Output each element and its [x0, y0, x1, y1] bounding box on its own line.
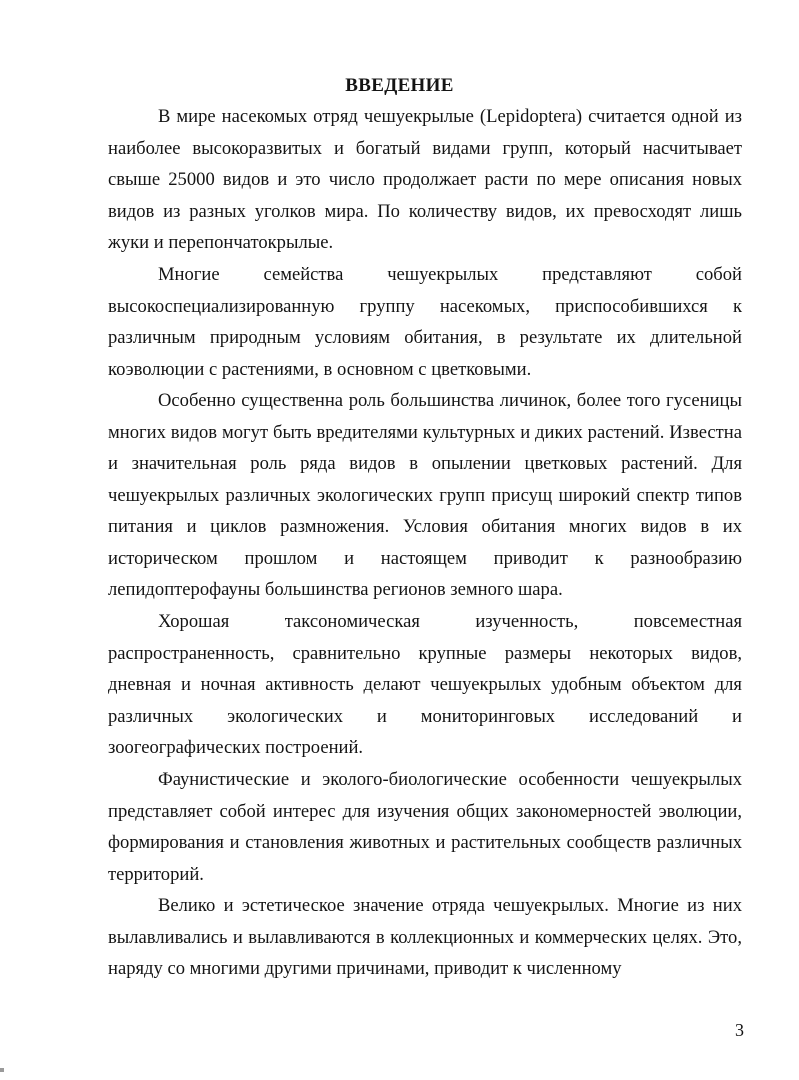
- page-number: 3: [735, 1020, 744, 1040]
- scan-artifact-mark: [0, 1068, 4, 1072]
- paragraph-intro-lepidoptera: В мире насекомых отряд чешуекрылые (Lepidoptera) считается одной из наиболее высокоразвитых и богатый видами групп, который насчитывает свыше 25000 видов и это число продолжает расти по мере описания новых видов из разных уголков мира. По количеству видов, их превосходят лишь жуки и перепончатокрылые.: [108, 106, 742, 253]
- paragraph-larvae-role: Особенно существенна роль большинства личинок, более того гусеницы многих видов могут быть вредителями культурных и диких растений. Известна и значительная роль ряда видов в опылении цветковых растений. Для чешуекрылых различных экологических групп присущ широкий спектр типов питания и циклов размножения. Условия обитания многих видов в их историческом прошлом и настоящем приводит к разнообразию лепидоптерофауны большинства регионов земного шара.: [108, 390, 742, 600]
- paragraph-taxonomic-study: Хорошая таксономическая изученность, повсеместная распространенность, сравнительно крупные размеры некоторых видов, дневная и ночная активность делают чешуекрылых удобным объектом для различных экологических и мониторинговых исследований и зоогеографических построений.: [108, 611, 742, 758]
- paragraph-aesthetic-value: Велико и эстетическое значение отряда чешуекрылых. Многие из них вылавливались и вылавливаются в коллекционных и коммерческих целях. Это, наряду со многими другими причинами, приводит к численному: [108, 895, 742, 979]
- paragraph-faunistic-features: Фаунистические и эколого-биологические особенности чешуекрылых представляет собой интерес для изучения общих закономерностей эволюции, формирования и становления животных и растительных сообществ различных территорий.: [108, 769, 742, 885]
- section-title: ВВЕДЕНИЕ: [345, 75, 454, 96]
- paragraph-families-specialization: Многие семейства чешуекрылых представляют собой высокоспециализированную группу насекомых, приспособившихся к различным природным условиям обитания, в результате их длительной коэволюции с растениями, в основном с цветковыми.: [108, 264, 742, 380]
